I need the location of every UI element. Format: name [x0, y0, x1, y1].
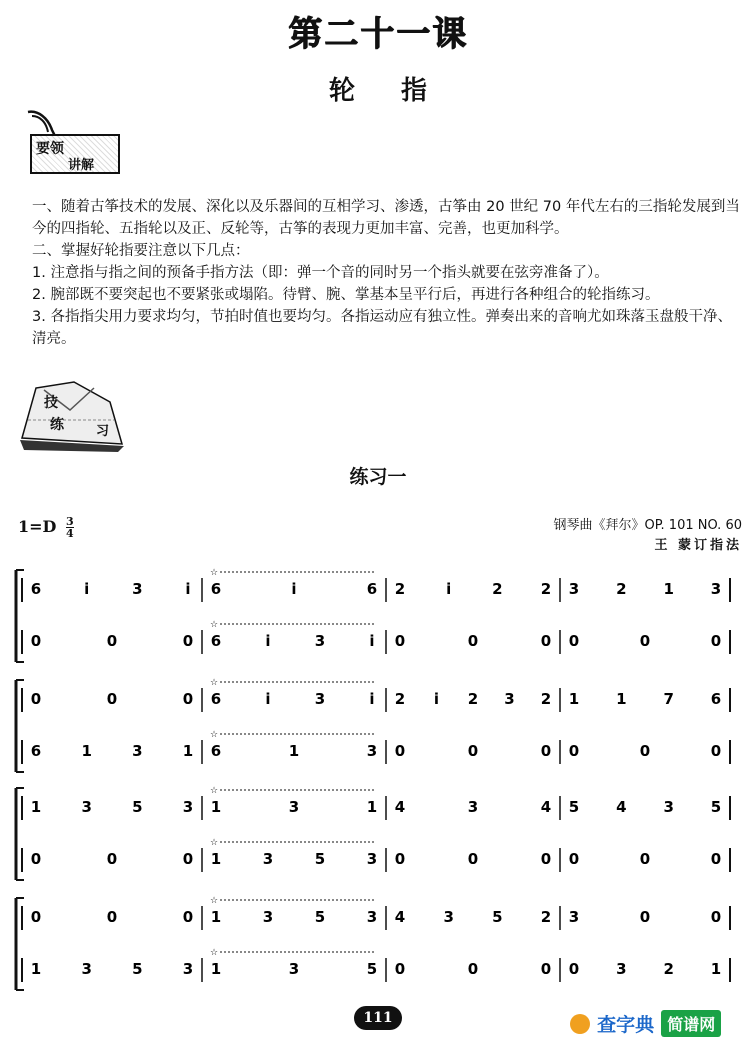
treble-note: 4: [394, 798, 406, 816]
bass-note: 2: [663, 960, 674, 978]
treble-note: 0: [710, 908, 722, 926]
treble-note: 1: [616, 690, 627, 708]
treble-note: 1: [568, 690, 580, 708]
bass-note: 0: [106, 632, 118, 650]
bass-note: 3: [132, 742, 143, 760]
key-signature: [18, 516, 74, 539]
jianpu-score: [0, 556, 756, 996]
star-mark-icon: ☆: [210, 620, 219, 630]
treble-note: i: [185, 580, 191, 598]
bass-note: 0: [182, 632, 194, 650]
treble-note: 7: [663, 690, 674, 708]
treble-note: 4: [394, 908, 406, 926]
treble-note: 3: [568, 580, 580, 598]
bass-note: 3: [81, 960, 92, 978]
bass-note: 0: [467, 632, 479, 650]
practice-badge: [14, 380, 128, 454]
treble-note: 0: [106, 690, 118, 708]
treble-note: 1: [210, 908, 222, 926]
star-mark-icon: ☆: [210, 948, 219, 958]
bass-note: 0: [30, 632, 42, 650]
bass-note: 1: [81, 742, 92, 760]
bass-note: 0: [540, 960, 552, 978]
bass-note: 0: [106, 850, 118, 868]
bass-note: 3: [288, 960, 300, 978]
star-mark-icon: ☆: [210, 730, 219, 740]
paragraph-3: 1. 注意指与指之间的预备手指方法（即：弹一个音的同时另一个指头就要在弦旁准备了）。: [32, 265, 609, 281]
key-points-label-2: 讲解: [68, 158, 95, 173]
practice-label-1: 技: [44, 395, 58, 411]
bass-note: 3: [366, 850, 378, 868]
treble-note: i: [84, 580, 90, 598]
site-name: 查字典: [597, 1014, 655, 1036]
key-label: 1=D: [18, 517, 57, 536]
treble-note: 3: [366, 908, 378, 926]
key-points-label-1: 要领: [36, 141, 64, 157]
treble-note: 5: [568, 798, 580, 816]
treble-note: 2: [540, 580, 552, 598]
treble-note: i: [291, 580, 297, 598]
treble-note: 5: [710, 798, 722, 816]
treble-note: 6: [210, 690, 222, 708]
treble-note: 1: [210, 798, 222, 816]
practice-label-3: 习: [96, 424, 110, 439]
treble-note: 3: [467, 798, 479, 816]
practice-label-2: 练: [50, 417, 64, 433]
star-mark-icon: ☆: [210, 896, 219, 906]
treble-note: 0: [30, 908, 42, 926]
bass-note: 0: [568, 632, 580, 650]
treble-note: 4: [540, 798, 552, 816]
treble-note: i: [369, 690, 375, 708]
site-badge: 简谱网: [661, 1010, 721, 1037]
treble-note: 0: [30, 690, 42, 708]
treble-note: 3: [288, 798, 300, 816]
lesson-text: [32, 196, 744, 350]
lesson-subtitle: 轮指: [328, 76, 473, 106]
paragraph-1: 一、随着古筝技术的发展、深化以及乐器间的互相学习、渗透，古筝由 20 世纪 70 年代左右的三指轮发展到当今的四指轮、五指轮以及正、反轮等，古筝的表现力更加丰富、完善，也更加科学。: [32, 199, 740, 237]
bass-note: 0: [30, 850, 42, 868]
treble-note: 2: [540, 908, 552, 926]
treble-note: 2: [394, 690, 406, 708]
bass-note: 0: [568, 960, 580, 978]
bass-note: 0: [394, 850, 406, 868]
bass-note: 0: [710, 632, 722, 650]
star-mark-icon: ☆: [210, 568, 219, 578]
bass-note: i: [265, 632, 271, 650]
bass-note: 0: [710, 742, 722, 760]
bass-note: 3: [366, 742, 378, 760]
treble-note: 1: [30, 798, 42, 816]
bass-note: 0: [639, 632, 651, 650]
treble-note: 3: [262, 908, 274, 926]
bass-note: i: [369, 632, 375, 650]
bass-note: 0: [394, 632, 406, 650]
bass-note: 0: [467, 850, 479, 868]
treble-note: 3: [568, 908, 580, 926]
bass-note: 1: [182, 742, 194, 760]
bass-note: 0: [540, 742, 552, 760]
time-signature: [66, 516, 74, 539]
treble-note: 5: [132, 798, 143, 816]
practice-banner-icon: [14, 380, 128, 454]
bass-note: 6: [30, 742, 42, 760]
bass-note: 3: [616, 960, 627, 978]
treble-note: 6: [210, 580, 222, 598]
bass-note: 1: [210, 850, 222, 868]
treble-note: 3: [710, 580, 722, 598]
exercise-title: 练习一: [349, 466, 407, 488]
bass-note: 5: [132, 960, 143, 978]
paragraph-2: 二、掌握好轮指要注意以下几点：: [32, 243, 250, 259]
site-watermark: [570, 1010, 721, 1036]
treble-note: 2: [616, 580, 627, 598]
treble-note: 2: [540, 690, 552, 708]
bass-note: 0: [394, 960, 406, 978]
bass-note: 5: [314, 850, 326, 868]
bass-note: 0: [639, 850, 651, 868]
bass-note: 3: [182, 960, 194, 978]
bass-note: 3: [262, 850, 274, 868]
bass-note: 6: [210, 742, 222, 760]
bass-note: 3: [314, 632, 326, 650]
lesson-title: 第二十一课: [288, 14, 468, 54]
treble-note: 1: [366, 798, 378, 816]
bass-note: 1: [30, 960, 42, 978]
site-logo-icon: [570, 1014, 590, 1034]
star-mark-icon: ☆: [210, 786, 219, 796]
treble-note: 2: [467, 690, 479, 708]
bass-note: 0: [394, 742, 406, 760]
bass-note: 0: [568, 742, 580, 760]
treble-note: 3: [443, 908, 454, 926]
star-mark-icon: ☆: [210, 678, 219, 688]
treble-note: 0: [639, 908, 651, 926]
bass-note: 0: [467, 742, 479, 760]
bass-note: 1: [288, 742, 300, 760]
treble-note: 0: [182, 690, 194, 708]
page-number: 111: [354, 1006, 402, 1030]
source-credit: 钢琴曲《拜尔》OP. 101 NO. 60: [553, 518, 742, 533]
bass-note: 0: [710, 850, 722, 868]
treble-note: 6: [30, 580, 42, 598]
bass-note: 5: [366, 960, 378, 978]
time-top: 3: [66, 515, 74, 528]
treble-note: 3: [182, 798, 194, 816]
treble-note: 3: [663, 798, 674, 816]
treble-note: 3: [132, 580, 143, 598]
treble-note: 3: [504, 690, 515, 708]
treble-note: 2: [394, 580, 406, 598]
bass-note: 0: [568, 850, 580, 868]
bass-note: 0: [540, 850, 552, 868]
treble-note: 6: [710, 690, 722, 708]
bass-note: 0: [639, 742, 651, 760]
bass-note: 0: [182, 850, 194, 868]
treble-note: i: [265, 690, 271, 708]
bass-note: 1: [710, 960, 722, 978]
treble-note: 0: [106, 908, 118, 926]
treble-note: i: [446, 580, 452, 598]
treble-note: 5: [314, 908, 326, 926]
bass-note: 6: [210, 632, 222, 650]
treble-note: i: [433, 690, 440, 708]
bass-note: 1: [210, 960, 222, 978]
treble-note: 3: [81, 798, 92, 816]
treble-note: 1: [663, 580, 674, 598]
time-bottom: 4: [66, 527, 74, 540]
treble-note: 3: [314, 690, 326, 708]
key-points-badge: [22, 108, 118, 178]
bass-note: 0: [540, 632, 552, 650]
paragraph-5: 3. 各指指尖用力要求均匀，节拍时值也要均匀。各指运动应有独立性。弹奏出来的音响尤如珠落玉盘般干净、清亮。: [32, 309, 732, 347]
bass-note: 0: [467, 960, 479, 978]
treble-note: 4: [616, 798, 627, 816]
treble-note: 6: [366, 580, 378, 598]
treble-note: 2: [492, 580, 503, 598]
star-mark-icon: ☆: [210, 838, 219, 848]
treble-note: 0: [182, 908, 194, 926]
fingering-editor: 王 蒙订指法: [654, 538, 742, 553]
treble-note: 5: [492, 908, 503, 926]
paragraph-4: 2. 腕部既不要突起也不要紧张或塌陷。待臂、腕、掌基本呈平行后，再进行各种组合的轮指练习。: [32, 287, 660, 303]
